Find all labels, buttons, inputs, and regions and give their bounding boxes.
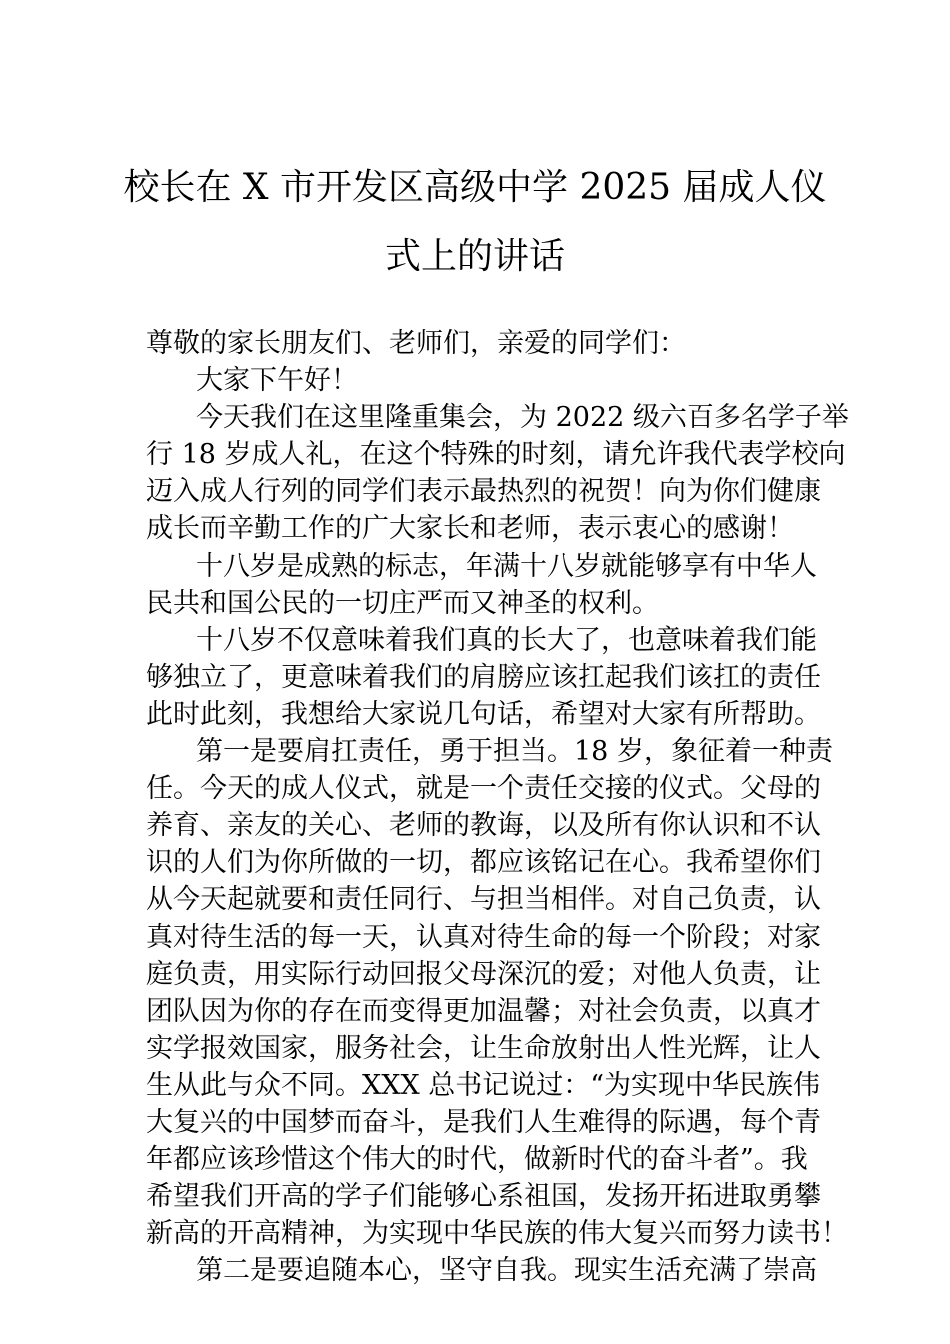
body-text-line: 实学报效国家，服务社会，让生命放射出人性光辉，让人 <box>146 1032 821 1064</box>
body-text-line: 真对待生活的每一天，认真对待生命的每一个阶段；对家 <box>146 921 821 953</box>
document-title-line-1: 校长在 X 市开发区高级中学 2025 届成人仪 <box>123 167 827 208</box>
body-text-line: 新高的开高精神，为实现中华民族的伟大复兴而努力读书！ <box>146 1218 848 1250</box>
body-text-line: 年都应该珍惜这个伟大的时代，做新时代的奋斗者”。我 <box>146 1144 808 1176</box>
body-text-line: 希望我们开高的学子们能够心系祖国，发扬开拓进取勇攀 <box>146 1181 821 1213</box>
body-text-line: 十八岁不仅意味着我们真的长大了，也意味着我们能 <box>196 624 817 656</box>
body-text-line: 迈入成人行列的同学们表示最热烈的祝贺！向为你们健康 <box>146 476 821 508</box>
body-text-line: 十八岁是成熟的标志，年满十八岁就能够享有中华人 <box>196 550 817 582</box>
document-title-line-2: 式上的讲话 <box>384 236 565 277</box>
document-body <box>146 325 849 1289</box>
body-text-line: 养育、亲友的关心、老师的教诲，以及所有你认识和不认 <box>146 810 821 842</box>
body-text-line: 行 18 岁成人礼，在这个特殊的时刻，请允许我代表学校向 <box>146 439 846 471</box>
body-text-line: 大复兴的中国梦而奋斗，是我们人生难得的际遇，每个青 <box>146 1106 821 1138</box>
body-text-line: 尊敬的家长朋友们、老师们，亲爱的同学们： <box>146 328 686 359</box>
body-text-line: 此时此刻，我想给大家说几句话，希望对大家有所帮助。 <box>146 698 821 730</box>
body-text-line: 第一是要肩扛责任，勇于担当。18 岁，象征着一种责 <box>196 736 833 768</box>
body-text-line: 生从此与众不同。XXX 总书记说过：“为实现中华民族伟 <box>146 1069 821 1101</box>
body-text-line: 第二是要追随本心，坚守自我。现实生活充满了崇高 <box>196 1255 817 1287</box>
body-text-line: 够独立了，更意味着我们的肩膀应该扛起我们该扛的责任 <box>146 661 821 693</box>
body-text-line: 庭负责，用实际行动回报父母深沉的爱；对他人负责，让 <box>146 958 821 990</box>
body-text-line: 任。今天的成人仪式，就是一个责任交接的仪式。父母的 <box>146 773 821 805</box>
body-text-line: 民共和国公民的一切庄严而又神圣的权利。 <box>146 587 659 619</box>
body-text-line: 识的人们为你所做的一切，都应该铭记在心。我希望你们 <box>146 847 821 879</box>
body-text-line: 团队因为你的存在而变得更加温馨；对社会负责，以真才 <box>146 995 821 1027</box>
body-text-line: 大家下午好！ <box>196 365 358 397</box>
body-text-line: 从今天起就要和责任同行、与担当相伴。对自己负责，认 <box>146 884 821 916</box>
body-text-line: 今天我们在这里隆重集会，为 2022 级六百多名学子举 <box>196 402 849 434</box>
body-text-line: 成长而辛勤工作的广大家长和老师，表示衷心的感谢！ <box>146 513 794 545</box>
